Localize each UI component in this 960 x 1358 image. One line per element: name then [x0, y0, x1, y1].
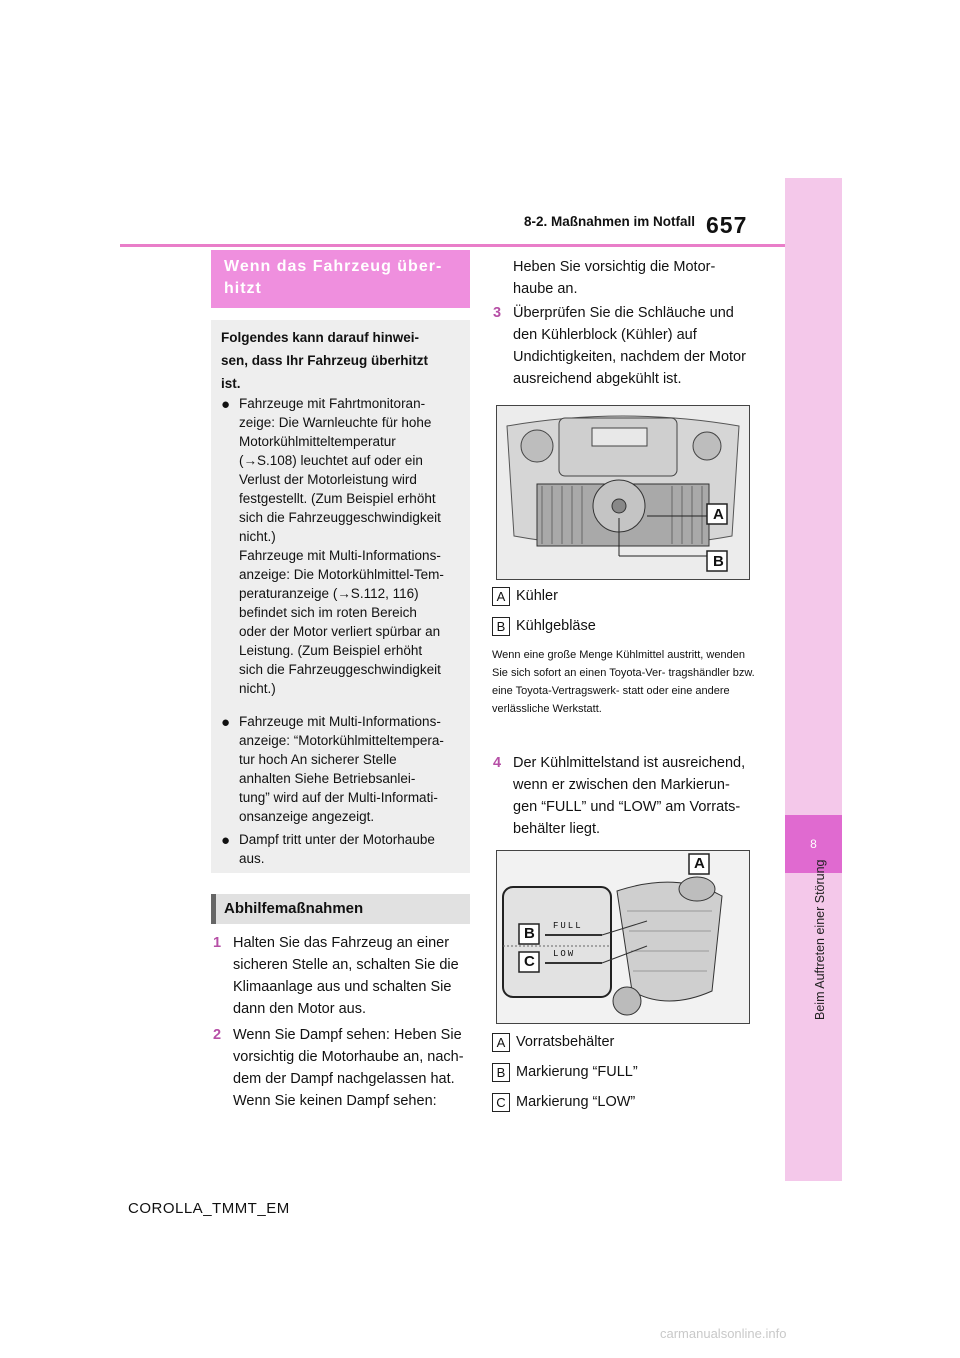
- figure2-callout-a: A: [694, 855, 705, 872]
- low-mark-label: LOW: [553, 949, 576, 959]
- engine-bay-illustration: [496, 405, 750, 580]
- figure1-callout-a: A: [713, 506, 724, 523]
- overheat-heading: Wenn das Fahrzeug über- hitzt: [211, 250, 470, 308]
- overheat-bullet-1: ● Fahrzeuge mit Fahrtmonitoran- zeige: Die Warnleuchte für hohe Motorkühlmitteltemperatur (→S.108) leuchtet auf oder ein Verlust der Motorleistung wird festgestellt. (Zum Beispiel erhöht sich die Fahrzeuggeschwindigkeit nicht.) Fahrzeuge mit Multi-Informations- anzeige: Die Motorkühlmittel-Tem- peraturanzeige (→S.112, 116) befindet sich im roten Bereich oder der Motor verliert spürbar an Leistung. (Zum Beispiel erhöht sich die Fahrzeuggeschwindigkeit nicht.): [221, 396, 444, 696]
- section-title: 8-2. Maßnahmen im Notfall: [524, 214, 696, 229]
- step-3: 3 Überprüfen Sie die Schläuche und den Kühlerblock (Kühler) auf Undichtigkeiten, nachdem der Motor ausreichend abgekühlt ist.: [493, 305, 746, 387]
- side-tab: [785, 178, 842, 1181]
- footer-model-code: COROLLA_TMMT_EM: [128, 1200, 290, 1217]
- full-mark-label: FULL: [553, 921, 583, 931]
- step-2: 2 Wenn Sie Dampf sehen: Heben Sie vorsichtig die Motorhaube an, nach- dem der Dampf nachgelassen hat. Wenn Sie keinen Dampf sehen:: [213, 1027, 464, 1109]
- chapter-number: 8: [785, 815, 842, 873]
- figure1-callout-b: B: [713, 553, 724, 570]
- engine-bay-drawing: [497, 406, 749, 579]
- header-rule: [120, 244, 785, 247]
- reservoir-illustration: [496, 850, 750, 1024]
- overheat-bullet-3: ● Dampf tritt unter der Motorhaube aus.: [221, 832, 435, 866]
- figure2-callout-b: B: [524, 925, 535, 942]
- watermark: carmanualsonline.info: [660, 1326, 787, 1341]
- legend-reservoir: A Vorratsbehälter: [492, 1032, 614, 1052]
- overheat-bullet-2: ● Fahrzeuge mit Multi-Informations- anzeige: “Motorkühlmitteltempera- tur hoch An sicherer Stelle anhalten Siehe Betriebsanlei- tung” wird auf der Multi-Informati- onsanzeige angezeigt.: [221, 714, 444, 824]
- step-2-continued: Heben Sie vorsichtig die Motor- haube an.: [513, 259, 716, 297]
- step-4: 4 Der Kühlmittelstand ist ausreichend, wenn er zwischen den Markierun- gen “FULL” und “LOW” am Vorrats- behälter liegt.: [493, 755, 746, 837]
- legend-radiator: A Kühler: [492, 586, 558, 606]
- chapter-label: Beim Auftreten einer Störung: [813, 859, 827, 1020]
- legend-cooling-fan: B Kühlgebläse: [492, 616, 596, 636]
- leak-note: Wenn eine große Menge Kühlmittel austritt, wenden Sie sich sofort an einen Toyota-Ver- tragshändler bzw. eine Toyota-Vertragswerk- statt oder eine andere verlässliche Werkstatt.: [492, 649, 755, 715]
- step-1: 1 Halten Sie das Fahrzeug an einer sicheren Stelle an, schalten Sie die Klimaanlage aus und schalten Sie dann den Motor aus.: [213, 935, 459, 1017]
- legend-low-mark: C Markierung “LOW”: [492, 1092, 635, 1112]
- figure2-callout-c: C: [524, 953, 535, 970]
- bullet-icon: ●: [221, 396, 231, 413]
- bullet-icon: ●: [221, 714, 231, 731]
- legend-full-mark: B Markierung “FULL”: [492, 1062, 638, 1082]
- remedy-heading: Abhilfemaßnahmen: [211, 894, 470, 924]
- remedy-heading-bar: [211, 894, 216, 924]
- page-number: 657: [706, 212, 748, 238]
- overheat-intro: Folgendes kann darauf hinwei- sen, dass Ihr Fahrzeug überhitzt ist.: [221, 330, 429, 391]
- bullet-icon: ●: [221, 832, 231, 849]
